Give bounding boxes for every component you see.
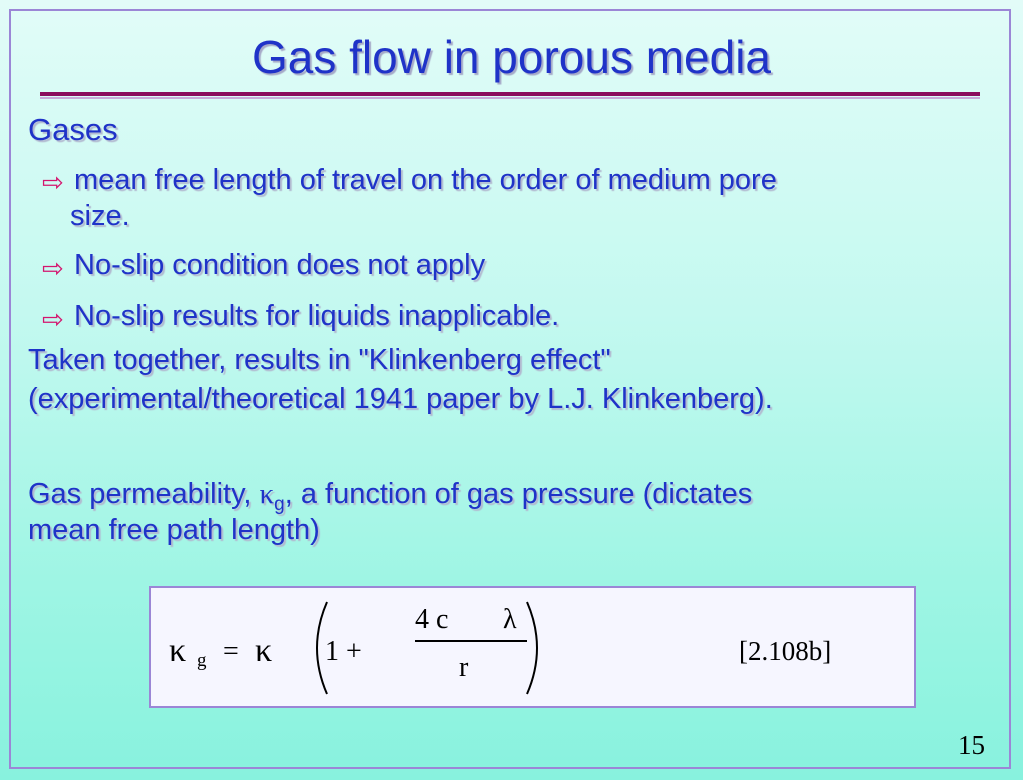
formula-denominator-r: r — [459, 652, 469, 683]
title-rule-shadow — [40, 97, 980, 99]
formula-kappa-g: κ — [169, 632, 187, 669]
bullet-1-line-1: mean free length of travel on the order of medium pore — [74, 164, 777, 196]
formula-lambda: λ — [503, 604, 517, 635]
formula-one-plus: 1 + — [325, 636, 362, 667]
formula-equals: = — [223, 636, 239, 667]
title-rule — [40, 92, 980, 96]
kappa-symbol: κ — [259, 478, 275, 510]
bullet-3: No-slip results for liquids inapplicable. — [74, 300, 560, 332]
paragraph-2-pre: Gas permeability, — [28, 478, 260, 510]
formula-reference: [2.108b] — [739, 636, 832, 666]
bullet-arrow-icon: ⇨ — [42, 253, 64, 283]
bullet-1-line-2: size. — [70, 200, 130, 232]
formula-numerator-4c: 4 c — [415, 604, 449, 635]
heading-gases: Gases — [28, 112, 118, 147]
bullet-arrow-icon: ⇨ — [42, 304, 64, 334]
formula-subscript-g: g — [197, 650, 207, 671]
formula-box — [149, 586, 916, 708]
paragraph-2-line-1 — [28, 478, 752, 516]
paragraph-1-line-2: (experimental/theoretical 1941 paper by L.J. Klinkenberg). — [28, 383, 773, 415]
formula-kappa: κ — [255, 632, 273, 669]
right-paren-icon — [519, 598, 553, 698]
paragraph-2-post: , a function of gas pressure (dictates — [284, 478, 753, 510]
bullet-arrow-icon: ⇨ — [42, 167, 64, 197]
slide-title: Gas flow in porous media — [251, 31, 772, 83]
paragraph-2-line-2: mean free path length) — [28, 514, 320, 546]
page-number: 15 — [958, 730, 985, 760]
paragraph-1-line-1: Taken together, results in "Klinkenberg effect" — [28, 344, 611, 376]
kappa-subscript: g — [274, 493, 285, 515]
fraction-bar — [415, 640, 527, 642]
bullet-2: No-slip condition does not apply — [74, 249, 486, 281]
